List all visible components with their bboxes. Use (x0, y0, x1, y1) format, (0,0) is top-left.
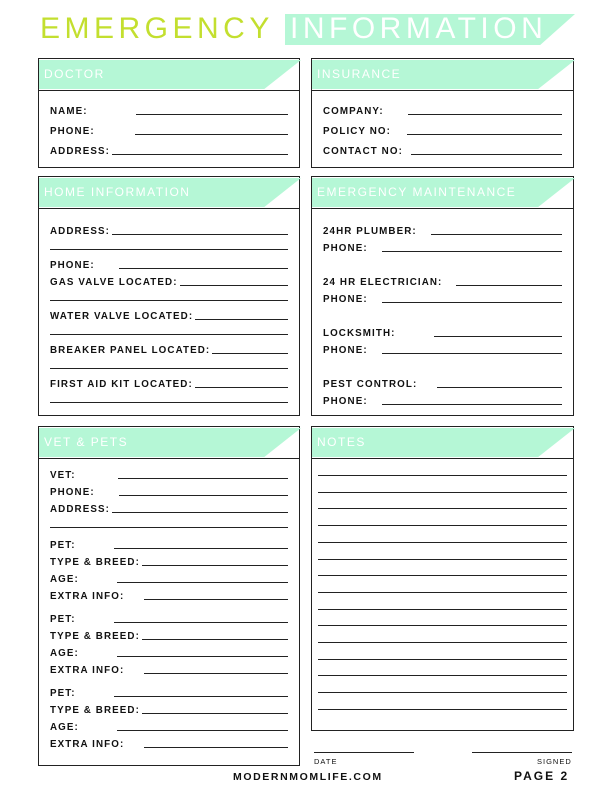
field-label: AGE: (50, 574, 79, 585)
notes-line[interactable] (318, 675, 567, 676)
field-label: EXTRA INFO: (50, 591, 125, 602)
notes-line[interactable] (318, 575, 567, 576)
title-emergency: EMERGENCY (40, 12, 274, 45)
vet-phone-field[interactable] (50, 484, 288, 498)
gas-valve-field[interactable] (50, 274, 288, 288)
notes-line[interactable] (318, 609, 567, 610)
field-label: 24 HR ELECTRICIAN: (323, 277, 443, 288)
field-label: PEST CONTROL: (323, 379, 418, 390)
home-header-label: HOME INFORMATION (44, 185, 191, 199)
home-phone-field[interactable] (50, 257, 288, 271)
notes-line[interactable] (318, 559, 567, 560)
home-address-field[interactable] (50, 223, 288, 237)
vet-pets-section (38, 426, 300, 766)
date-line[interactable] (314, 752, 414, 753)
insurance-section (311, 58, 574, 168)
notes-line[interactable] (318, 525, 567, 526)
first-aid-field[interactable] (50, 376, 288, 390)
doctor-header-label: DOCTOR (44, 67, 105, 81)
field-label: TYPE & BREED: (50, 705, 140, 716)
field-label: PHONE: (50, 487, 95, 498)
pet3-age-field[interactable] (50, 719, 288, 733)
blank-line[interactable] (50, 300, 288, 301)
pet1-type-field[interactable] (50, 554, 288, 568)
doctor-address-field[interactable] (50, 143, 288, 157)
maintenance-header-label: EMERGENCY MAINTENANCE (317, 185, 517, 199)
home-information-section (38, 176, 300, 416)
field-label: CONTACT NO: (323, 146, 403, 157)
title-information: INFORMATION (290, 12, 548, 45)
water-valve-field[interactable] (50, 308, 288, 322)
breaker-panel-field[interactable] (50, 342, 288, 356)
blank-line[interactable] (50, 334, 288, 335)
notes-line[interactable] (318, 592, 567, 593)
notes-line[interactable] (318, 692, 567, 693)
notes-line[interactable] (318, 475, 567, 476)
field-label: BREAKER PANEL LOCATED: (50, 345, 211, 356)
field-label: EXTRA INFO: (50, 665, 125, 676)
field-label: LOCKSMITH: (323, 328, 396, 339)
blank-line[interactable] (50, 402, 288, 403)
date-label: DATE (314, 757, 338, 766)
field-label: NAME: (50, 106, 88, 117)
field-label: FIRST AID KIT LOCATED: (50, 379, 193, 390)
locksmith-field[interactable] (323, 325, 562, 339)
field-label: GAS VALVE LOCATED: (50, 277, 178, 288)
pet3-extra-field[interactable] (50, 736, 288, 750)
field-label: PET: (50, 614, 76, 625)
pest-control-phone-field[interactable] (323, 393, 562, 407)
doctor-name-field[interactable] (50, 103, 288, 117)
vet-header (39, 427, 299, 459)
field-label: VET: (50, 470, 76, 481)
field-label: TYPE & BREED: (50, 631, 140, 642)
field-label: WATER VALVE LOCATED: (50, 311, 194, 322)
notes-header-label: NOTES (317, 435, 366, 449)
blank-line[interactable] (50, 527, 288, 528)
field-label: PHONE: (323, 345, 368, 356)
field-label: ADDRESS: (50, 146, 110, 157)
insurance-policy-field[interactable] (323, 123, 562, 137)
field-label: TYPE & BREED: (50, 557, 140, 568)
plumber-field[interactable] (323, 223, 562, 237)
insurance-company-field[interactable] (323, 103, 562, 117)
vet-header-label: VET & PETS (44, 435, 129, 449)
pet2-age-field[interactable] (50, 645, 288, 659)
page-number: PAGE 2 (514, 769, 570, 783)
electrician-phone-field[interactable] (323, 291, 562, 305)
field-label: ADDRESS: (50, 226, 110, 237)
page-title (40, 12, 274, 46)
insurance-header-label: INSURANCE (317, 67, 402, 81)
field-label: AGE: (50, 722, 79, 733)
emergency-maintenance-section (311, 176, 574, 416)
plumber-phone-field[interactable] (323, 240, 562, 254)
field-label: AGE: (50, 648, 79, 659)
footer-website: MODERNMOMLIFE.COM (233, 771, 383, 783)
field-label: PET: (50, 540, 76, 551)
signed-line[interactable] (472, 752, 572, 753)
pet1-age-field[interactable] (50, 571, 288, 585)
notes-section (311, 426, 574, 731)
field-label: POLICY NO: (323, 126, 391, 137)
insurance-contact-field[interactable] (323, 143, 562, 157)
vet-address-field[interactable] (50, 501, 288, 515)
notes-line[interactable] (318, 492, 567, 493)
home-header (39, 177, 299, 209)
signed-label: SIGNED (537, 757, 572, 766)
doctor-header (39, 59, 299, 91)
insurance-header (312, 59, 573, 91)
notes-line[interactable] (318, 625, 567, 626)
locksmith-phone-field[interactable] (323, 342, 562, 356)
field-label: PET: (50, 688, 76, 699)
blank-line[interactable] (50, 249, 288, 250)
field-label: 24HR PLUMBER: (323, 226, 417, 237)
notes-line[interactable] (318, 642, 567, 643)
field-label: PHONE: (323, 243, 368, 254)
doctor-phone-field[interactable] (50, 123, 288, 137)
pet3-field[interactable] (50, 685, 288, 699)
field-label: PHONE: (323, 294, 368, 305)
field-label: ADDRESS: (50, 504, 110, 515)
field-label: PHONE: (50, 260, 95, 271)
electrician-field[interactable] (323, 274, 562, 288)
notes-line[interactable] (318, 659, 567, 660)
field-label: PHONE: (323, 396, 368, 407)
blank-line[interactable] (50, 368, 288, 369)
pet2-type-field[interactable] (50, 628, 288, 642)
notes-line[interactable] (318, 709, 567, 710)
notes-line[interactable] (318, 542, 567, 543)
maintenance-header (312, 177, 573, 209)
pet1-extra-field[interactable] (50, 588, 288, 602)
pest-control-field[interactable] (323, 376, 562, 390)
pet2-extra-field[interactable] (50, 662, 288, 676)
field-label: EXTRA INFO: (50, 739, 125, 750)
doctor-section (38, 58, 300, 168)
field-label: COMPANY: (323, 106, 384, 117)
pet3-type-field[interactable] (50, 702, 288, 716)
pet2-field[interactable] (50, 611, 288, 625)
vet-name-field[interactable] (50, 467, 288, 481)
pet1-field[interactable] (50, 537, 288, 551)
notes-header (312, 427, 573, 459)
field-label: PHONE: (50, 126, 95, 137)
notes-line[interactable] (318, 508, 567, 509)
